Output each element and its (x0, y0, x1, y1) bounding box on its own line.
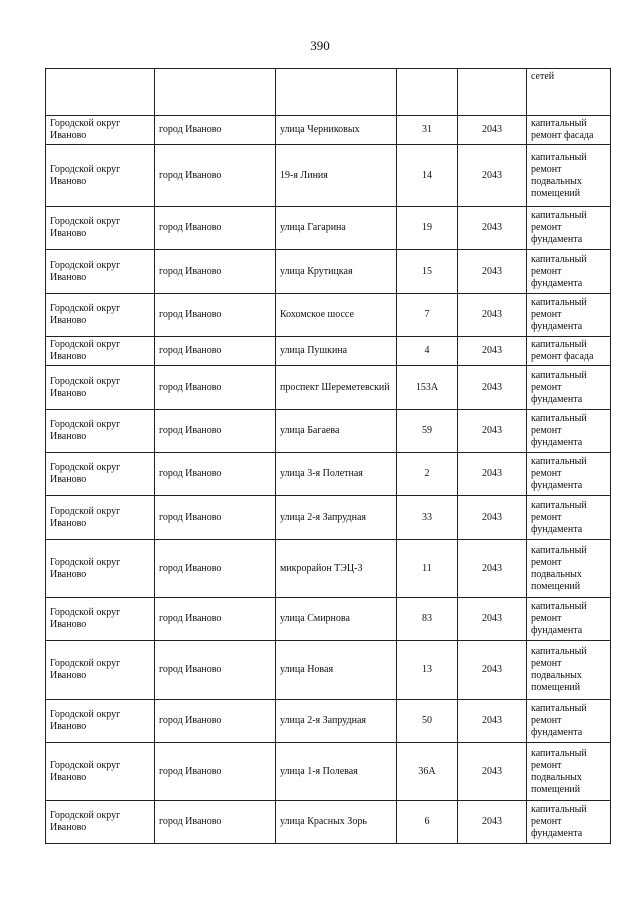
cell-city: город Иваново (155, 453, 276, 496)
continuation-row (46, 69, 611, 116)
cell-work-type: капитальный ремонт подвальных помещений (527, 145, 611, 207)
cell-municipality: Городской округ Иваново (46, 801, 155, 844)
cell-year: 2043 (458, 366, 527, 410)
cell-street: улица Гагарина (276, 207, 397, 250)
cell-work-type: капитальный ремонт фундамента (527, 453, 611, 496)
cell-house-number: 83 (397, 598, 458, 641)
table-row (46, 700, 611, 743)
cell-city: город Иваново (155, 116, 276, 145)
table-row (46, 366, 611, 410)
cell-city: город Иваново (155, 250, 276, 294)
cell-house-number: 50 (397, 700, 458, 743)
cell-municipality: Городской округ Иваново (46, 116, 155, 145)
cell-year: 2043 (458, 410, 527, 453)
cell-street: улица Красных Зорь (276, 801, 397, 844)
cell-house-number: 4 (397, 337, 458, 366)
cell-house-number: 2 (397, 453, 458, 496)
cell-year: 2043 (458, 743, 527, 801)
cell-work-type: капитальный ремонт фундамента (527, 294, 611, 337)
table-row (46, 801, 611, 844)
cell-municipality: Городской округ Иваново (46, 540, 155, 598)
cell-house-number (397, 69, 458, 116)
cell-street: улица 3-я Полетная (276, 453, 397, 496)
cell-city: город Иваново (155, 337, 276, 366)
cell-city: город Иваново (155, 207, 276, 250)
table-row (46, 337, 611, 366)
cell-city: город Иваново (155, 145, 276, 207)
cell-work-type: капитальный ремонт подвальных помещений (527, 540, 611, 598)
cell-work-type: сетей (527, 69, 611, 116)
cell-street: улица Смирнова (276, 598, 397, 641)
cell-house-number: 6 (397, 801, 458, 844)
cell-street: улица Черниковых (276, 116, 397, 145)
cell-work-type: капитальный ремонт фундамента (527, 366, 611, 410)
cell-year (458, 69, 527, 116)
cell-street: улица 1-я Полевая (276, 743, 397, 801)
cell-city: город Иваново (155, 366, 276, 410)
cell-year: 2043 (458, 250, 527, 294)
cell-city: город Иваново (155, 410, 276, 453)
cell-street: улица Пушкина (276, 337, 397, 366)
page-number: 390 (310, 38, 330, 53)
cell-street: улица Новая (276, 641, 397, 700)
cell-work-type: капитальный ремонт фундамента (527, 250, 611, 294)
table-row (46, 116, 611, 145)
cell-municipality: Городской округ Иваново (46, 207, 155, 250)
cell-street: улица 2-я Запрудная (276, 496, 397, 540)
cell-house-number: 59 (397, 410, 458, 453)
repair-schedule-table (45, 68, 611, 844)
cell-city: город Иваново (155, 801, 276, 844)
table-row (46, 496, 611, 540)
cell-house-number: 7 (397, 294, 458, 337)
cell-municipality: Городской округ Иваново (46, 453, 155, 496)
cell-municipality: Городской округ Иваново (46, 366, 155, 410)
cell-municipality: Городской округ Иваново (46, 250, 155, 294)
cell-municipality: Городской округ Иваново (46, 294, 155, 337)
table-row (46, 250, 611, 294)
cell-work-type: капитальный ремонт фундамента (527, 410, 611, 453)
cell-street (276, 69, 397, 116)
cell-year: 2043 (458, 641, 527, 700)
cell-municipality: Городской округ Иваново (46, 496, 155, 540)
cell-street: Кохомское шоссе (276, 294, 397, 337)
cell-street: улица Багаева (276, 410, 397, 453)
table-row (46, 410, 611, 453)
cell-year: 2043 (458, 145, 527, 207)
cell-year: 2043 (458, 496, 527, 540)
cell-year: 2043 (458, 207, 527, 250)
cell-city: город Иваново (155, 700, 276, 743)
cell-house-number: 14 (397, 145, 458, 207)
cell-municipality: Городской округ Иваново (46, 700, 155, 743)
cell-municipality: Городской округ Иваново (46, 641, 155, 700)
cell-work-type: капитальный ремонт фасада (527, 116, 611, 145)
cell-work-type: капитальный ремонт фундамента (527, 598, 611, 641)
cell-year: 2043 (458, 337, 527, 366)
cell-work-type: капитальный ремонт фасада (527, 337, 611, 366)
cell-house-number: 31 (397, 116, 458, 145)
table-row (46, 743, 611, 801)
cell-municipality: Городской округ Иваново (46, 410, 155, 453)
cell-year: 2043 (458, 801, 527, 844)
table-row (46, 598, 611, 641)
cell-municipality: Городской округ Иваново (46, 337, 155, 366)
cell-house-number: 11 (397, 540, 458, 598)
cell-city: город Иваново (155, 743, 276, 801)
table-row (46, 145, 611, 207)
cell-street: 19-я Линия (276, 145, 397, 207)
cell-house-number: 19 (397, 207, 458, 250)
cell-work-type: капитальный ремонт подвальных помещений (527, 641, 611, 700)
cell-year: 2043 (458, 540, 527, 598)
table-row (46, 207, 611, 250)
cell-municipality: Городской округ Иваново (46, 145, 155, 207)
cell-street: проспект Шереметевский (276, 366, 397, 410)
table-row (46, 453, 611, 496)
cell-city: город Иваново (155, 294, 276, 337)
cell-city: город Иваново (155, 598, 276, 641)
table-row (46, 641, 611, 700)
cell-street: микрорайон ТЭЦ-3 (276, 540, 397, 598)
cell-city: город Иваново (155, 641, 276, 700)
cell-street: улица Крутицкая (276, 250, 397, 294)
cell-year: 2043 (458, 116, 527, 145)
cell-year: 2043 (458, 598, 527, 641)
cell-house-number: 36А (397, 743, 458, 801)
cell-house-number: 15 (397, 250, 458, 294)
cell-municipality (46, 69, 155, 116)
cell-house-number: 153А (397, 366, 458, 410)
cell-work-type: капитальный ремонт фундамента (527, 801, 611, 844)
cell-house-number: 13 (397, 641, 458, 700)
cell-work-type: капитальный ремонт фундамента (527, 700, 611, 743)
table-row (46, 540, 611, 598)
cell-year: 2043 (458, 700, 527, 743)
cell-city: город Иваново (155, 540, 276, 598)
cell-municipality: Городской округ Иваново (46, 743, 155, 801)
cell-year: 2043 (458, 453, 527, 496)
cell-city (155, 69, 276, 116)
table-row (46, 294, 611, 337)
cell-street: улица 2-я Запрудная (276, 700, 397, 743)
cell-work-type: капитальный ремонт фундамента (527, 207, 611, 250)
cell-city: город Иваново (155, 496, 276, 540)
cell-work-type: капитальный ремонт фундамента (527, 496, 611, 540)
cell-municipality: Городской округ Иваново (46, 598, 155, 641)
cell-year: 2043 (458, 294, 527, 337)
cell-work-type: капитальный ремонт подвальных помещений (527, 743, 611, 801)
cell-house-number: 33 (397, 496, 458, 540)
